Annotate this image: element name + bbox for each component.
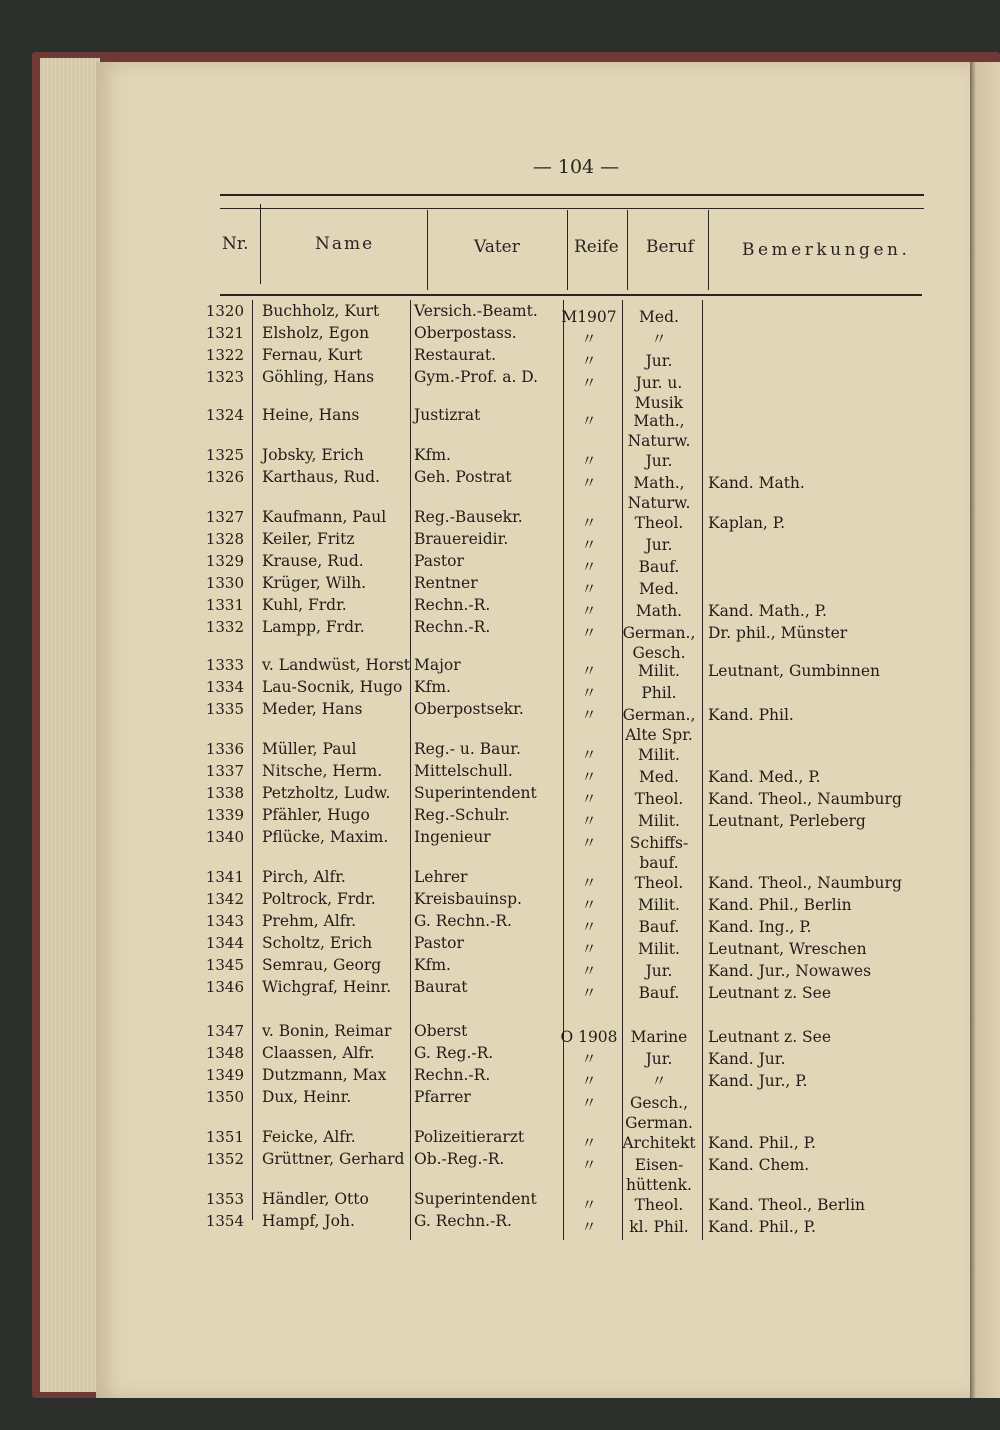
row-reife: 〃 bbox=[581, 1072, 597, 1090]
row-bemerkung: Leutnant, Gumbinnen bbox=[708, 662, 881, 680]
row-number: 1324 bbox=[205, 406, 244, 424]
row-beruf: 〃 bbox=[651, 1072, 667, 1090]
col-divider bbox=[410, 300, 411, 1240]
row-reife: O 1908 bbox=[560, 1028, 618, 1046]
row-vater: Geh. Postrat bbox=[414, 468, 512, 486]
row-number: 1325 bbox=[205, 446, 244, 464]
row-name: Keiler, Fritz bbox=[262, 530, 355, 548]
row-name: Karthaus, Rud. bbox=[262, 468, 380, 486]
row-vater: Rechn.-R. bbox=[414, 596, 491, 614]
row-reife: 〃 bbox=[581, 896, 597, 914]
row-vater: G. Rechn.-R. bbox=[414, 1212, 512, 1230]
row-name: v. Bonin, Reimar bbox=[262, 1022, 392, 1040]
row-vater: Rechn.-R. bbox=[414, 618, 491, 636]
row-beruf: Milit. bbox=[638, 812, 680, 830]
row-number: 1338 bbox=[205, 784, 244, 802]
row-vater: Major bbox=[414, 656, 461, 674]
row-vater: G. Reg.-R. bbox=[414, 1044, 494, 1062]
row-number: 1327 bbox=[205, 508, 244, 526]
row-reife: 〃 bbox=[581, 1156, 597, 1174]
row-reife: 〃 bbox=[581, 558, 597, 576]
row-name: Elsholz, Egon bbox=[262, 324, 370, 342]
row-name: Dux, Heinr. bbox=[262, 1088, 352, 1106]
row-number: 1329 bbox=[205, 552, 244, 570]
row-vater: Reg.-Bausekr. bbox=[414, 508, 523, 526]
row-beruf-continued: Naturw. bbox=[627, 494, 691, 512]
row-vater: Oberpostsekr. bbox=[414, 700, 524, 718]
row-reife: 〃 bbox=[581, 474, 597, 492]
row-reife: M1907 bbox=[561, 308, 617, 326]
col-divider bbox=[427, 210, 428, 290]
row-beruf: Milit. bbox=[638, 746, 680, 764]
row-beruf: Gesch., bbox=[629, 1094, 689, 1112]
row-reife: 〃 bbox=[581, 1094, 597, 1112]
row-vater: Superintendent bbox=[414, 784, 537, 802]
row-name: Pirch, Alfr. bbox=[262, 868, 346, 886]
row-beruf: Schiffs- bbox=[629, 834, 689, 852]
row-beruf: Milit. bbox=[638, 896, 680, 914]
row-vater: Kfm. bbox=[414, 956, 451, 974]
header-bottom-rule bbox=[220, 294, 922, 296]
row-reife: 〃 bbox=[581, 374, 597, 392]
header-nr: Nr. bbox=[222, 234, 249, 254]
header-name: Name bbox=[315, 234, 375, 254]
row-name: Prehm, Alfr. bbox=[262, 912, 357, 930]
row-name: Göhling, Hans bbox=[262, 368, 375, 386]
row-number: 1348 bbox=[205, 1044, 244, 1062]
row-beruf: Jur. bbox=[645, 452, 673, 470]
row-number: 1341 bbox=[205, 868, 244, 886]
row-beruf: German., bbox=[622, 624, 696, 642]
row-beruf: German., bbox=[622, 706, 696, 724]
row-number: 1326 bbox=[205, 468, 244, 486]
row-beruf: Jur. bbox=[645, 1050, 673, 1068]
row-bemerkung: Dr. phil., Münster bbox=[708, 624, 848, 642]
col-divider bbox=[708, 210, 709, 290]
row-beruf: Jur. u. bbox=[635, 374, 683, 392]
row-name: Claassen, Alfr. bbox=[262, 1044, 375, 1062]
header-vater: Vater bbox=[474, 237, 520, 257]
row-reife: 〃 bbox=[581, 984, 597, 1002]
row-name: Lampp, Frdr. bbox=[262, 618, 365, 636]
row-beruf: Bauf. bbox=[638, 918, 680, 936]
col-divider bbox=[567, 210, 568, 290]
row-name: Krause, Rud. bbox=[262, 552, 364, 570]
row-name: Pflücke, Maxim. bbox=[262, 828, 389, 846]
row-number: 1354 bbox=[205, 1212, 244, 1230]
row-number: 1350 bbox=[205, 1088, 244, 1106]
row-reife: 〃 bbox=[581, 768, 597, 786]
row-beruf: Architekt bbox=[622, 1134, 696, 1152]
row-number: 1328 bbox=[205, 530, 244, 548]
row-name: Kaufmann, Paul bbox=[262, 508, 387, 526]
row-reife: 〃 bbox=[581, 1196, 597, 1214]
row-reife: 〃 bbox=[581, 962, 597, 980]
row-vater: Mittelschull. bbox=[414, 762, 513, 780]
row-bemerkung: Kand. Phil., P. bbox=[708, 1218, 816, 1236]
col-divider bbox=[627, 210, 628, 290]
row-number: 1321 bbox=[205, 324, 244, 342]
row-reife: 〃 bbox=[581, 452, 597, 470]
row-reife: 〃 bbox=[581, 412, 597, 430]
table-top-rule-thin bbox=[220, 208, 924, 209]
row-bemerkung: Kaplan, P. bbox=[708, 514, 785, 532]
row-reife: 〃 bbox=[581, 352, 597, 370]
row-number: 1336 bbox=[205, 740, 244, 758]
row-vater: Oberst bbox=[414, 1022, 468, 1040]
row-reife: 〃 bbox=[581, 940, 597, 958]
header-beruf: Beruf bbox=[646, 237, 694, 257]
row-number: 1346 bbox=[205, 978, 244, 996]
row-beruf: Theol. bbox=[634, 790, 684, 808]
row-vater: Baurat bbox=[414, 978, 468, 996]
row-name: Semrau, Georg bbox=[262, 956, 382, 974]
row-beruf: Jur. bbox=[645, 962, 673, 980]
row-number: 1330 bbox=[205, 574, 244, 592]
row-reife: 〃 bbox=[581, 1050, 597, 1068]
row-name: v. Landwüst, Horst bbox=[262, 656, 410, 674]
row-name: Müller, Paul bbox=[262, 740, 357, 758]
row-number: 1352 bbox=[205, 1150, 244, 1168]
row-beruf: Marine bbox=[630, 1028, 688, 1046]
row-beruf: Med. bbox=[639, 308, 679, 326]
row-reife: 〃 bbox=[581, 1134, 597, 1152]
row-reife: 〃 bbox=[581, 602, 597, 620]
row-number: 1334 bbox=[205, 678, 244, 696]
row-bemerkung: Kand. Jur., P. bbox=[708, 1072, 808, 1090]
row-reife: 〃 bbox=[581, 746, 597, 764]
row-beruf: kl. Phil. bbox=[629, 1218, 689, 1236]
row-vater: Restaurat. bbox=[414, 346, 497, 364]
row-name: Lau-Socnik, Hugo bbox=[262, 678, 403, 696]
row-beruf-continued: bauf. bbox=[639, 854, 679, 872]
page-edges bbox=[40, 58, 100, 1392]
row-name: Jobsky, Erich bbox=[262, 446, 364, 464]
row-name: Wichgraf, Heinr. bbox=[262, 978, 392, 996]
row-vater: Pastor bbox=[414, 552, 464, 570]
row-bemerkung: Leutnant, Perleberg bbox=[708, 812, 866, 830]
row-reife: 〃 bbox=[581, 790, 597, 808]
row-number: 1343 bbox=[205, 912, 244, 930]
row-beruf: Math., bbox=[633, 474, 685, 492]
row-reife: 〃 bbox=[581, 580, 597, 598]
row-name: Dutzmann, Max bbox=[262, 1066, 387, 1084]
row-vater: Rechn.-R. bbox=[414, 1066, 491, 1084]
row-beruf: Math. bbox=[635, 602, 683, 620]
next-page-edge bbox=[970, 62, 1000, 1398]
row-bemerkung: Kand. Phil., Berlin bbox=[708, 896, 852, 914]
row-beruf: Med. bbox=[639, 768, 679, 786]
col-divider bbox=[260, 204, 261, 284]
row-name: Heine, Hans bbox=[262, 406, 360, 424]
row-beruf: Bauf. bbox=[638, 984, 680, 1002]
row-bemerkung: Kand. Theol., Naumburg bbox=[708, 874, 902, 892]
row-reife: 〃 bbox=[581, 330, 597, 348]
row-name: Kuhl, Frdr. bbox=[262, 596, 347, 614]
row-number: 1351 bbox=[205, 1128, 244, 1146]
row-bemerkung: Kand. Math. bbox=[708, 474, 805, 492]
row-number: 1345 bbox=[205, 956, 244, 974]
row-number: 1340 bbox=[205, 828, 244, 846]
row-name: Poltrock, Frdr. bbox=[262, 890, 376, 908]
row-bemerkung: Kand. Phil. bbox=[708, 706, 794, 724]
row-beruf-continued: Musik bbox=[634, 394, 684, 412]
row-number: 1347 bbox=[205, 1022, 244, 1040]
row-beruf: 〃 bbox=[651, 330, 667, 348]
row-reife: 〃 bbox=[581, 706, 597, 724]
row-vater: Kfm. bbox=[414, 678, 451, 696]
row-name: Krüger, Wilh. bbox=[262, 574, 367, 592]
row-number: 1337 bbox=[205, 762, 244, 780]
row-number: 1335 bbox=[205, 700, 244, 718]
row-name: Meder, Hans bbox=[262, 700, 363, 718]
row-name: Hampf, Joh. bbox=[262, 1212, 355, 1230]
row-bemerkung: Kand. Jur. bbox=[708, 1050, 786, 1068]
row-vater: Ob.-Reg.-R. bbox=[414, 1150, 505, 1168]
row-vater: Polizeitierarzt bbox=[414, 1128, 525, 1146]
table-top-rule bbox=[220, 194, 924, 196]
row-name: Buchholz, Kurt bbox=[262, 302, 380, 320]
row-beruf: Eisen- bbox=[634, 1156, 684, 1174]
row-vater: Versich.-Beamt. bbox=[414, 302, 538, 320]
row-beruf-continued: Alte Spr. bbox=[625, 726, 693, 744]
row-number: 1339 bbox=[205, 806, 244, 824]
row-beruf: Jur. bbox=[645, 536, 673, 554]
row-vater: Pastor bbox=[414, 934, 464, 952]
row-reife: 〃 bbox=[581, 1218, 597, 1236]
row-vater: Superintendent bbox=[414, 1190, 537, 1208]
row-reife: 〃 bbox=[581, 834, 597, 852]
row-vater: Rentner bbox=[414, 574, 478, 592]
page-number: — 104 — bbox=[532, 156, 620, 178]
row-name: Grüttner, Gerhard bbox=[262, 1150, 405, 1168]
row-bemerkung: Kand. Jur., Nowawes bbox=[708, 962, 872, 980]
header-bemerkungen: Bemerkungen. bbox=[742, 240, 911, 260]
row-bemerkung: Leutnant, Wreschen bbox=[708, 940, 867, 958]
row-number: 1342 bbox=[205, 890, 244, 908]
header-reife: Reife bbox=[574, 237, 619, 257]
row-number: 1353 bbox=[205, 1190, 244, 1208]
row-number: 1323 bbox=[205, 368, 244, 386]
row-vater: Reg.- u. Baur. bbox=[414, 740, 521, 758]
row-reife: 〃 bbox=[581, 514, 597, 532]
row-bemerkung: Kand. Theol., Berlin bbox=[708, 1196, 866, 1214]
row-number: 1333 bbox=[205, 656, 244, 674]
row-beruf: Med. bbox=[639, 580, 679, 598]
row-beruf: Theol. bbox=[634, 514, 684, 532]
row-name: Petzholtz, Ludw. bbox=[262, 784, 391, 802]
row-vater: Lehrer bbox=[414, 868, 468, 886]
row-reife: 〃 bbox=[581, 918, 597, 936]
row-beruf-continued: Gesch. bbox=[632, 644, 686, 662]
row-beruf-continued: hüttenk. bbox=[626, 1176, 692, 1194]
row-name: Fernau, Kurt bbox=[262, 346, 363, 364]
row-vater: G. Rechn.-R. bbox=[414, 912, 512, 930]
row-name: Pfähler, Hugo bbox=[262, 806, 370, 824]
row-beruf-continued: German. bbox=[625, 1114, 693, 1132]
row-reife: 〃 bbox=[581, 684, 597, 702]
row-vater: Justizrat bbox=[414, 406, 481, 424]
row-reife: 〃 bbox=[581, 812, 597, 830]
row-number: 1322 bbox=[205, 346, 244, 364]
row-vater: Brauereidir. bbox=[414, 530, 509, 548]
row-beruf: Milit. bbox=[638, 662, 680, 680]
row-reife: 〃 bbox=[581, 624, 597, 642]
row-bemerkung: Kand. Math., P. bbox=[708, 602, 827, 620]
row-vater: Reg.-Schulr. bbox=[414, 806, 510, 824]
row-name: Nitsche, Herm. bbox=[262, 762, 383, 780]
row-vater: Pfarrer bbox=[414, 1088, 471, 1106]
row-number: 1344 bbox=[205, 934, 244, 952]
row-reife: 〃 bbox=[581, 536, 597, 554]
row-beruf: Bauf. bbox=[638, 558, 680, 576]
row-number: 1320 bbox=[205, 302, 244, 320]
row-beruf: Milit. bbox=[638, 940, 680, 958]
row-name: Händler, Otto bbox=[262, 1190, 369, 1208]
row-reife: 〃 bbox=[581, 662, 597, 680]
row-vater: Kfm. bbox=[414, 446, 451, 464]
row-number: 1332 bbox=[205, 618, 244, 636]
row-beruf: Jur. bbox=[645, 352, 673, 370]
row-vater: Gym.-Prof. a. D. bbox=[414, 368, 539, 386]
col-divider bbox=[252, 300, 253, 1220]
row-bemerkung: Leutnant z. See bbox=[708, 984, 832, 1002]
row-bemerkung: Leutnant z. See bbox=[708, 1028, 832, 1046]
row-bemerkung: Kand. Chem. bbox=[708, 1156, 810, 1174]
row-bemerkung: Kand. Theol., Naumburg bbox=[708, 790, 902, 808]
row-bemerkung: Kand. Med., P. bbox=[708, 768, 821, 786]
row-bemerkung: Kand. Ing., P. bbox=[708, 918, 812, 936]
row-vater: Kreisbauinsp. bbox=[414, 890, 522, 908]
row-beruf-continued: Naturw. bbox=[627, 432, 691, 450]
row-beruf: Theol. bbox=[634, 1196, 684, 1214]
row-beruf: Theol. bbox=[634, 874, 684, 892]
row-number: 1331 bbox=[205, 596, 244, 614]
row-bemerkung: Kand. Phil., P. bbox=[708, 1134, 816, 1152]
row-name: Scholtz, Erich bbox=[262, 934, 373, 952]
row-number: 1349 bbox=[205, 1066, 244, 1084]
row-beruf: Math., bbox=[633, 412, 685, 430]
row-name: Feicke, Alfr. bbox=[262, 1128, 356, 1146]
row-reife: 〃 bbox=[581, 874, 597, 892]
row-vater: Ingenieur bbox=[414, 828, 491, 846]
row-vater: Oberpostass. bbox=[414, 324, 517, 342]
row-beruf: Phil. bbox=[641, 684, 677, 702]
